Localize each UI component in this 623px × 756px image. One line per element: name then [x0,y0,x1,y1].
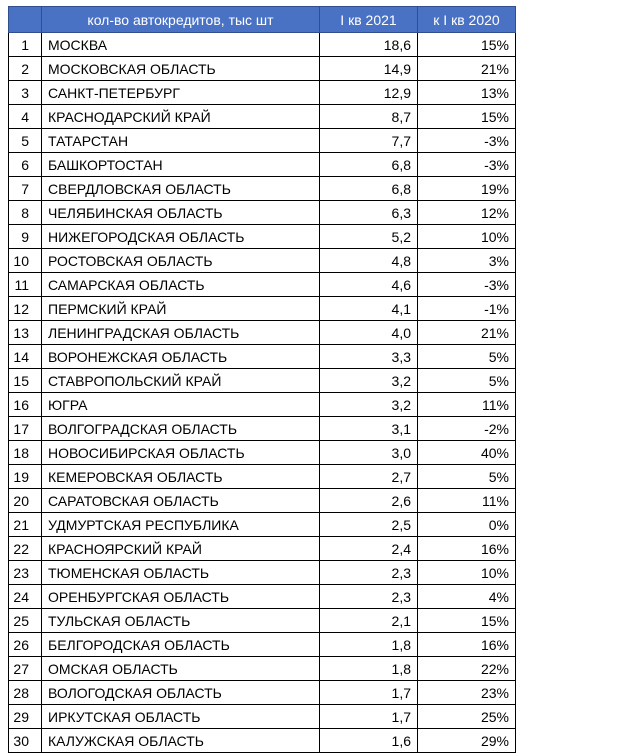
change-cell: 21% [418,321,516,345]
table-row [9,57,516,81]
table-row [9,441,516,465]
value-cell: 4,6 [320,273,418,297]
change-cell: 22% [418,657,516,681]
change-cell: 23% [418,681,516,705]
rank-cell: 11 [9,273,42,297]
change-cell: 5% [418,465,516,489]
table-row [9,585,516,609]
rank-cell: 12 [9,297,42,321]
table-row [9,681,516,705]
table-body [9,33,516,753]
table-row [9,321,516,345]
region-cell: СТАВРОПОЛЬСКИЙ КРАЙ [42,369,320,393]
change-cell: 11% [418,393,516,417]
value-cell: 6,8 [320,177,418,201]
change-cell: 29% [418,729,516,753]
value-cell: 2,3 [320,585,418,609]
change-cell: 15% [418,609,516,633]
change-cell: 11% [418,489,516,513]
table-row [9,609,516,633]
change-cell: -1% [418,297,516,321]
change-cell: 21% [418,57,516,81]
change-cell: 4% [418,585,516,609]
table-row [9,105,516,129]
header-change: к I кв 2020 [418,7,516,33]
region-cell: КЕМЕРОВСКАЯ ОБЛАСТЬ [42,465,320,489]
table-row [9,513,516,537]
rank-cell: 1 [9,33,42,57]
header-row [9,7,516,33]
value-cell: 2,6 [320,489,418,513]
region-cell: УДМУРТСКАЯ РЕСПУБЛИКА [42,513,320,537]
value-cell: 3,2 [320,393,418,417]
value-cell: 1,7 [320,681,418,705]
region-cell: ВОРОНЕЖСКАЯ ОБЛАСТЬ [42,345,320,369]
rank-cell: 23 [9,561,42,585]
value-cell: 2,7 [320,465,418,489]
region-cell: ОМСКАЯ ОБЛАСТЬ [42,657,320,681]
region-cell: ИРКУТСКАЯ ОБЛАСТЬ [42,705,320,729]
region-cell: ЛЕНИНГРАДСКАЯ ОБЛАСТЬ [42,321,320,345]
region-cell: ВОЛГОГРАДСКАЯ ОБЛАСТЬ [42,417,320,441]
table-row [9,81,516,105]
change-cell: 0% [418,513,516,537]
change-cell: 40% [418,441,516,465]
region-cell: ТАТАРСТАН [42,129,320,153]
table-row [9,393,516,417]
change-cell: -3% [418,273,516,297]
value-cell: 3,3 [320,345,418,369]
rank-cell: 4 [9,105,42,129]
table-row [9,201,516,225]
rank-cell: 15 [9,369,42,393]
change-cell: 13% [418,81,516,105]
rank-cell: 17 [9,417,42,441]
rank-cell: 5 [9,129,42,153]
value-cell: 14,9 [320,57,418,81]
table-row [9,33,516,57]
rank-cell: 16 [9,393,42,417]
region-cell: КАЛУЖСКАЯ ОБЛАСТЬ [42,729,320,753]
rank-cell: 21 [9,513,42,537]
table-row [9,561,516,585]
table-row [9,417,516,441]
rank-cell: 24 [9,585,42,609]
region-cell: САРАТОВСКАЯ ОБЛАСТЬ [42,489,320,513]
region-cell: РОСТОВСКАЯ ОБЛАСТЬ [42,249,320,273]
region-cell: КРАСНОЯРСКИЙ КРАЙ [42,537,320,561]
table-row [9,705,516,729]
header-value: I кв 2021 [320,7,418,33]
rank-cell: 10 [9,249,42,273]
table-row [9,489,516,513]
region-cell: МОСКВА [42,33,320,57]
region-cell: СВЕРДЛОВСКАЯ ОБЛАСТЬ [42,177,320,201]
header-rank [9,7,42,33]
change-cell: 19% [418,177,516,201]
table-row [9,369,516,393]
rank-cell: 25 [9,609,42,633]
auto-loans-table [8,6,516,753]
change-cell: -3% [418,153,516,177]
region-cell: ТЮМЕНСКАЯ ОБЛАСТЬ [42,561,320,585]
value-cell: 1,8 [320,657,418,681]
rank-cell: 19 [9,465,42,489]
table-row [9,465,516,489]
rank-cell: 2 [9,57,42,81]
rank-cell: 14 [9,345,42,369]
region-cell: ОРЕНБУРГСКАЯ ОБЛАСТЬ [42,585,320,609]
value-cell: 4,0 [320,321,418,345]
table-row [9,537,516,561]
change-cell: 15% [418,105,516,129]
header-region: кол-во автокредитов, тыс шт [42,7,320,33]
value-cell: 12,9 [320,81,418,105]
value-cell: 8,7 [320,105,418,129]
region-cell: НИЖЕГОРОДСКАЯ ОБЛАСТЬ [42,225,320,249]
region-cell: МОСКОВСКАЯ ОБЛАСТЬ [42,57,320,81]
value-cell: 3,2 [320,369,418,393]
value-cell: 1,7 [320,705,418,729]
region-cell: ВОЛОГОДСКАЯ ОБЛАСТЬ [42,681,320,705]
change-cell: 16% [418,633,516,657]
region-cell: ЧЕЛЯБИНСКАЯ ОБЛАСТЬ [42,201,320,225]
value-cell: 6,8 [320,153,418,177]
rank-cell: 20 [9,489,42,513]
table-row [9,153,516,177]
rank-cell: 9 [9,225,42,249]
rank-cell: 18 [9,441,42,465]
rank-cell: 28 [9,681,42,705]
region-cell: ПЕРМСКИЙ КРАЙ [42,297,320,321]
value-cell: 2,3 [320,561,418,585]
table-row [9,177,516,201]
rank-cell: 29 [9,705,42,729]
value-cell: 3,0 [320,441,418,465]
table-row [9,249,516,273]
value-cell: 7,7 [320,129,418,153]
table-row [9,297,516,321]
change-cell: 25% [418,705,516,729]
value-cell: 4,8 [320,249,418,273]
region-cell: БЕЛГОРОДСКАЯ ОБЛАСТЬ [42,633,320,657]
rank-cell: 22 [9,537,42,561]
rank-cell: 30 [9,729,42,753]
value-cell: 2,4 [320,537,418,561]
change-cell: 3% [418,249,516,273]
value-cell: 18,6 [320,33,418,57]
change-cell: 15% [418,33,516,57]
table-row [9,633,516,657]
rank-cell: 3 [9,81,42,105]
change-cell: -2% [418,417,516,441]
value-cell: 1,8 [320,633,418,657]
rank-cell: 7 [9,177,42,201]
change-cell: -3% [418,129,516,153]
table-row [9,657,516,681]
table-row [9,129,516,153]
table-row [9,729,516,753]
table-row [9,345,516,369]
change-cell: 16% [418,537,516,561]
change-cell: 10% [418,561,516,585]
region-cell: САМАРСКАЯ ОБЛАСТЬ [42,273,320,297]
change-cell: 5% [418,345,516,369]
region-cell: КРАСНОДАРСКИЙ КРАЙ [42,105,320,129]
value-cell: 5,2 [320,225,418,249]
rank-cell: 13 [9,321,42,345]
table-row [9,225,516,249]
table-row [9,273,516,297]
change-cell: 12% [418,201,516,225]
rank-cell: 26 [9,633,42,657]
value-cell: 6,3 [320,201,418,225]
rank-cell: 27 [9,657,42,681]
region-cell: САНКТ-ПЕТЕРБУРГ [42,81,320,105]
value-cell: 3,1 [320,417,418,441]
value-cell: 2,5 [320,513,418,537]
change-cell: 10% [418,225,516,249]
region-cell: ТУЛЬСКАЯ ОБЛАСТЬ [42,609,320,633]
rank-cell: 6 [9,153,42,177]
value-cell: 2,1 [320,609,418,633]
region-cell: НОВОСИБИРСКАЯ ОБЛАСТЬ [42,441,320,465]
region-cell: БАШКОРТОСТАН [42,153,320,177]
value-cell: 1,6 [320,729,418,753]
value-cell: 4,1 [320,297,418,321]
region-cell: ЮГРА [42,393,320,417]
rank-cell: 8 [9,201,42,225]
change-cell: 5% [418,369,516,393]
